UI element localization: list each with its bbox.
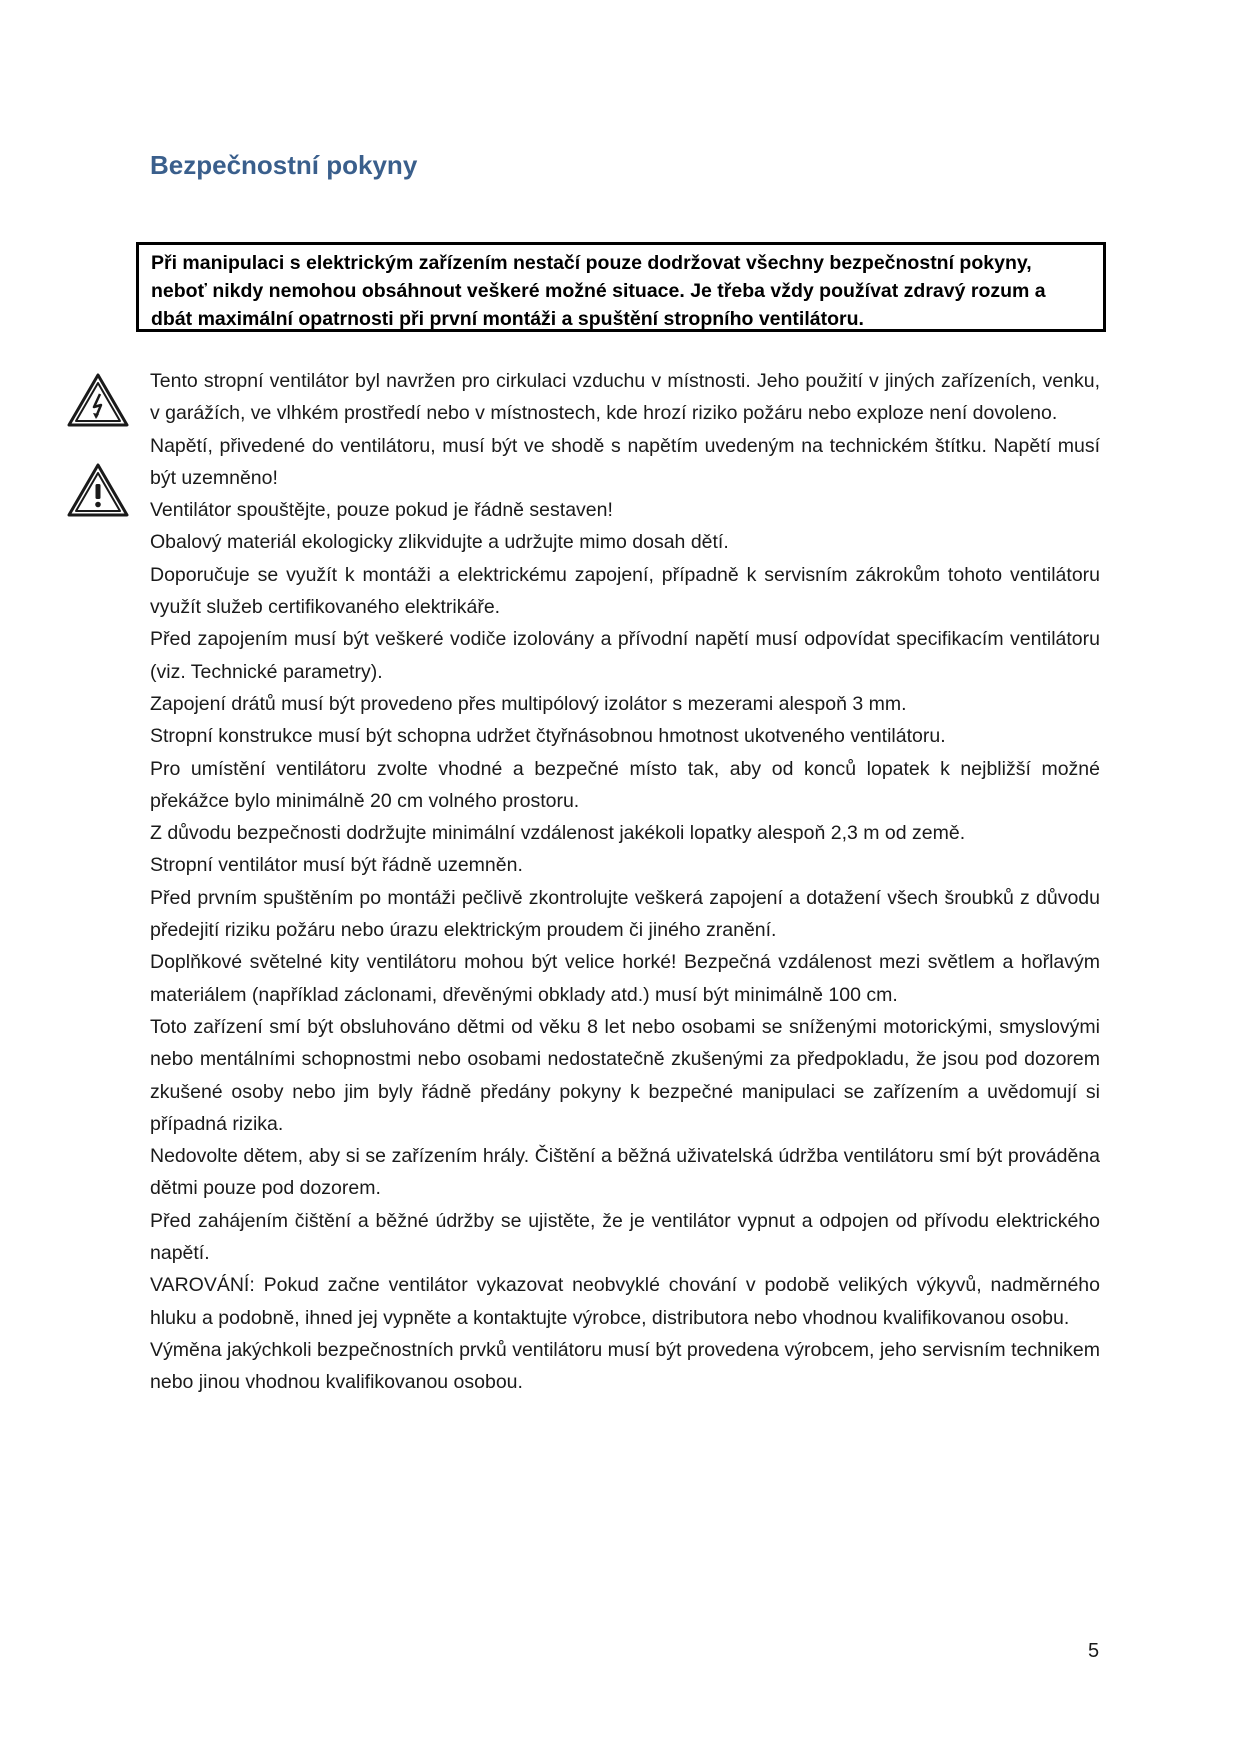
instruction-paragraph: Ventilátor spouštějte, pouze pokud je řádně sestaven! xyxy=(150,499,613,522)
page-number: 5 xyxy=(1088,1640,1100,1662)
instruction-paragraph: Napětí, přivedené do ventilátoru, musí být ve shodě s napětím uvedeným na technickém štítku. Napětí musí být uzemněno! xyxy=(150,434,1100,489)
instruction-paragraph: Doporučuje se využít k montáži a elektrickému zapojení, případně k servisním zákrokům tohoto ventilátoru využít služeb certifikovaného elektrikáře. xyxy=(150,563,1100,619)
safety-instructions xyxy=(150,365,1100,1399)
safety-notice-box xyxy=(136,242,1106,332)
general-warning-icon xyxy=(66,462,130,518)
instruction-paragraph: VAROVÁNÍ: Pokud začne ventilátor vykazovat neobvyklé chování v podobě velikých výkyvů, nadměrného hluku a podobně, ihned jej vypněte a kontaktujte výrobce, distributora nebo vhodnou kvalifikovanou osobu. xyxy=(150,1274,1100,1329)
instruction-paragraph: Pro umístění ventilátoru zvolte vhodné a bezpečné místo tak, aby od konců lopatek k nejbližší možné překážce bylo minimálně 20 cm volného prostoru. xyxy=(150,757,1100,812)
instruction-paragraph: Obalový materiál ekologicky zlikvidujte a udržujte mimo dosah dětí. xyxy=(150,531,729,554)
instruction-paragraph: Nedovolte dětem, aby si se zařízením hrály. Čištění a běžná uživatelská údržba ventilátoru smí být prováděna dětmi pouze pod dozorem. xyxy=(150,1145,1100,1200)
instruction-paragraph: Před zahájením čištění a běžné údržby se ujistěte, že je ventilátor vypnut a odpojen od přívodu elektrického napětí. xyxy=(150,1209,1100,1265)
instruction-paragraph: Zapojení drátů musí být provedeno přes multipólový izolátor s mezerami alespoň 3 mm. xyxy=(150,692,907,715)
instruction-paragraph: Stropní konstrukce musí být schopna udržet čtyřnásobnou hmotnost ukotveného ventilátoru. xyxy=(150,725,946,748)
electric-hazard-icon xyxy=(66,372,130,428)
instruction-paragraph: Tento stropní ventilátor byl navržen pro cirkulaci vzduchu v místnosti. Jeho použití v jiných zařízeních, venku, v garážích, ve vlhkém prostředí nebo v místnostech, kde hrozí riziko požáru nebo exploze není dovoleno. xyxy=(150,370,1100,425)
instruction-paragraph: Výměna jakýchkoli bezpečnostních prvků ventilátoru musí být provedena výrobcem, jeho servisním technikem nebo jinou vhodnou kvalifikovanou osobou. xyxy=(150,1338,1100,1394)
instruction-paragraph: Před zapojením musí být veškeré vodiče izolovány a přívodní napětí musí odpovídat specifikacím ventilátoru (viz. Technické parametry). xyxy=(150,628,1100,683)
instruction-paragraph: Z důvodu bezpečnosti dodržujte minimální vzdálenost jakékoli lopatky alespoň 2,3 m od země. xyxy=(150,822,966,845)
safety-notice-text: Při manipulaci s elektrickým zařízením nestačí pouze dodržovat všechny bezpečnostní pokyny, neboť nikdy nemohou obsáhnout veškeré možné situace. Je třeba vždy používat zdravý rozum a dbát maximální opatrnosti při první montáži a spuštění stropního ventilátoru. xyxy=(151,252,1046,330)
instruction-paragraph: Toto zařízení smí být obsluhováno dětmi od věku 8 let nebo osobami se sníženými motorickými, smyslovými nebo mentálními schopnostmi nebo osobami nedostatečně zkušenými za předpokladu, že jsou pod dozorem zkušené osoby nebo jim byly řádně předány pokyny k bezpečné manipulaci se zařízením a uvědomují si případná rizika. xyxy=(150,1015,1100,1135)
instruction-paragraph: Doplňkové světelné kity ventilátoru mohou být velice horké! Bezpečná vzdálenost mezi světlem a hořlavým materiálem (například záclonami, dřevěnými obklady atd.) musí být minimálně 100 cm. xyxy=(150,951,1100,1006)
instruction-paragraph: Před prvním spuštěním po montáži pečlivě zkontrolujte veškerá zapojení a dotažení všech šroubků z důvodu předejití riziku požáru nebo úrazu elektrickým proudem či jiného zranění. xyxy=(150,886,1100,942)
page-title: Bezpečnostní pokyny xyxy=(150,150,418,180)
instruction-paragraph: Stropní ventilátor musí být řádně uzemněn. xyxy=(150,854,523,877)
